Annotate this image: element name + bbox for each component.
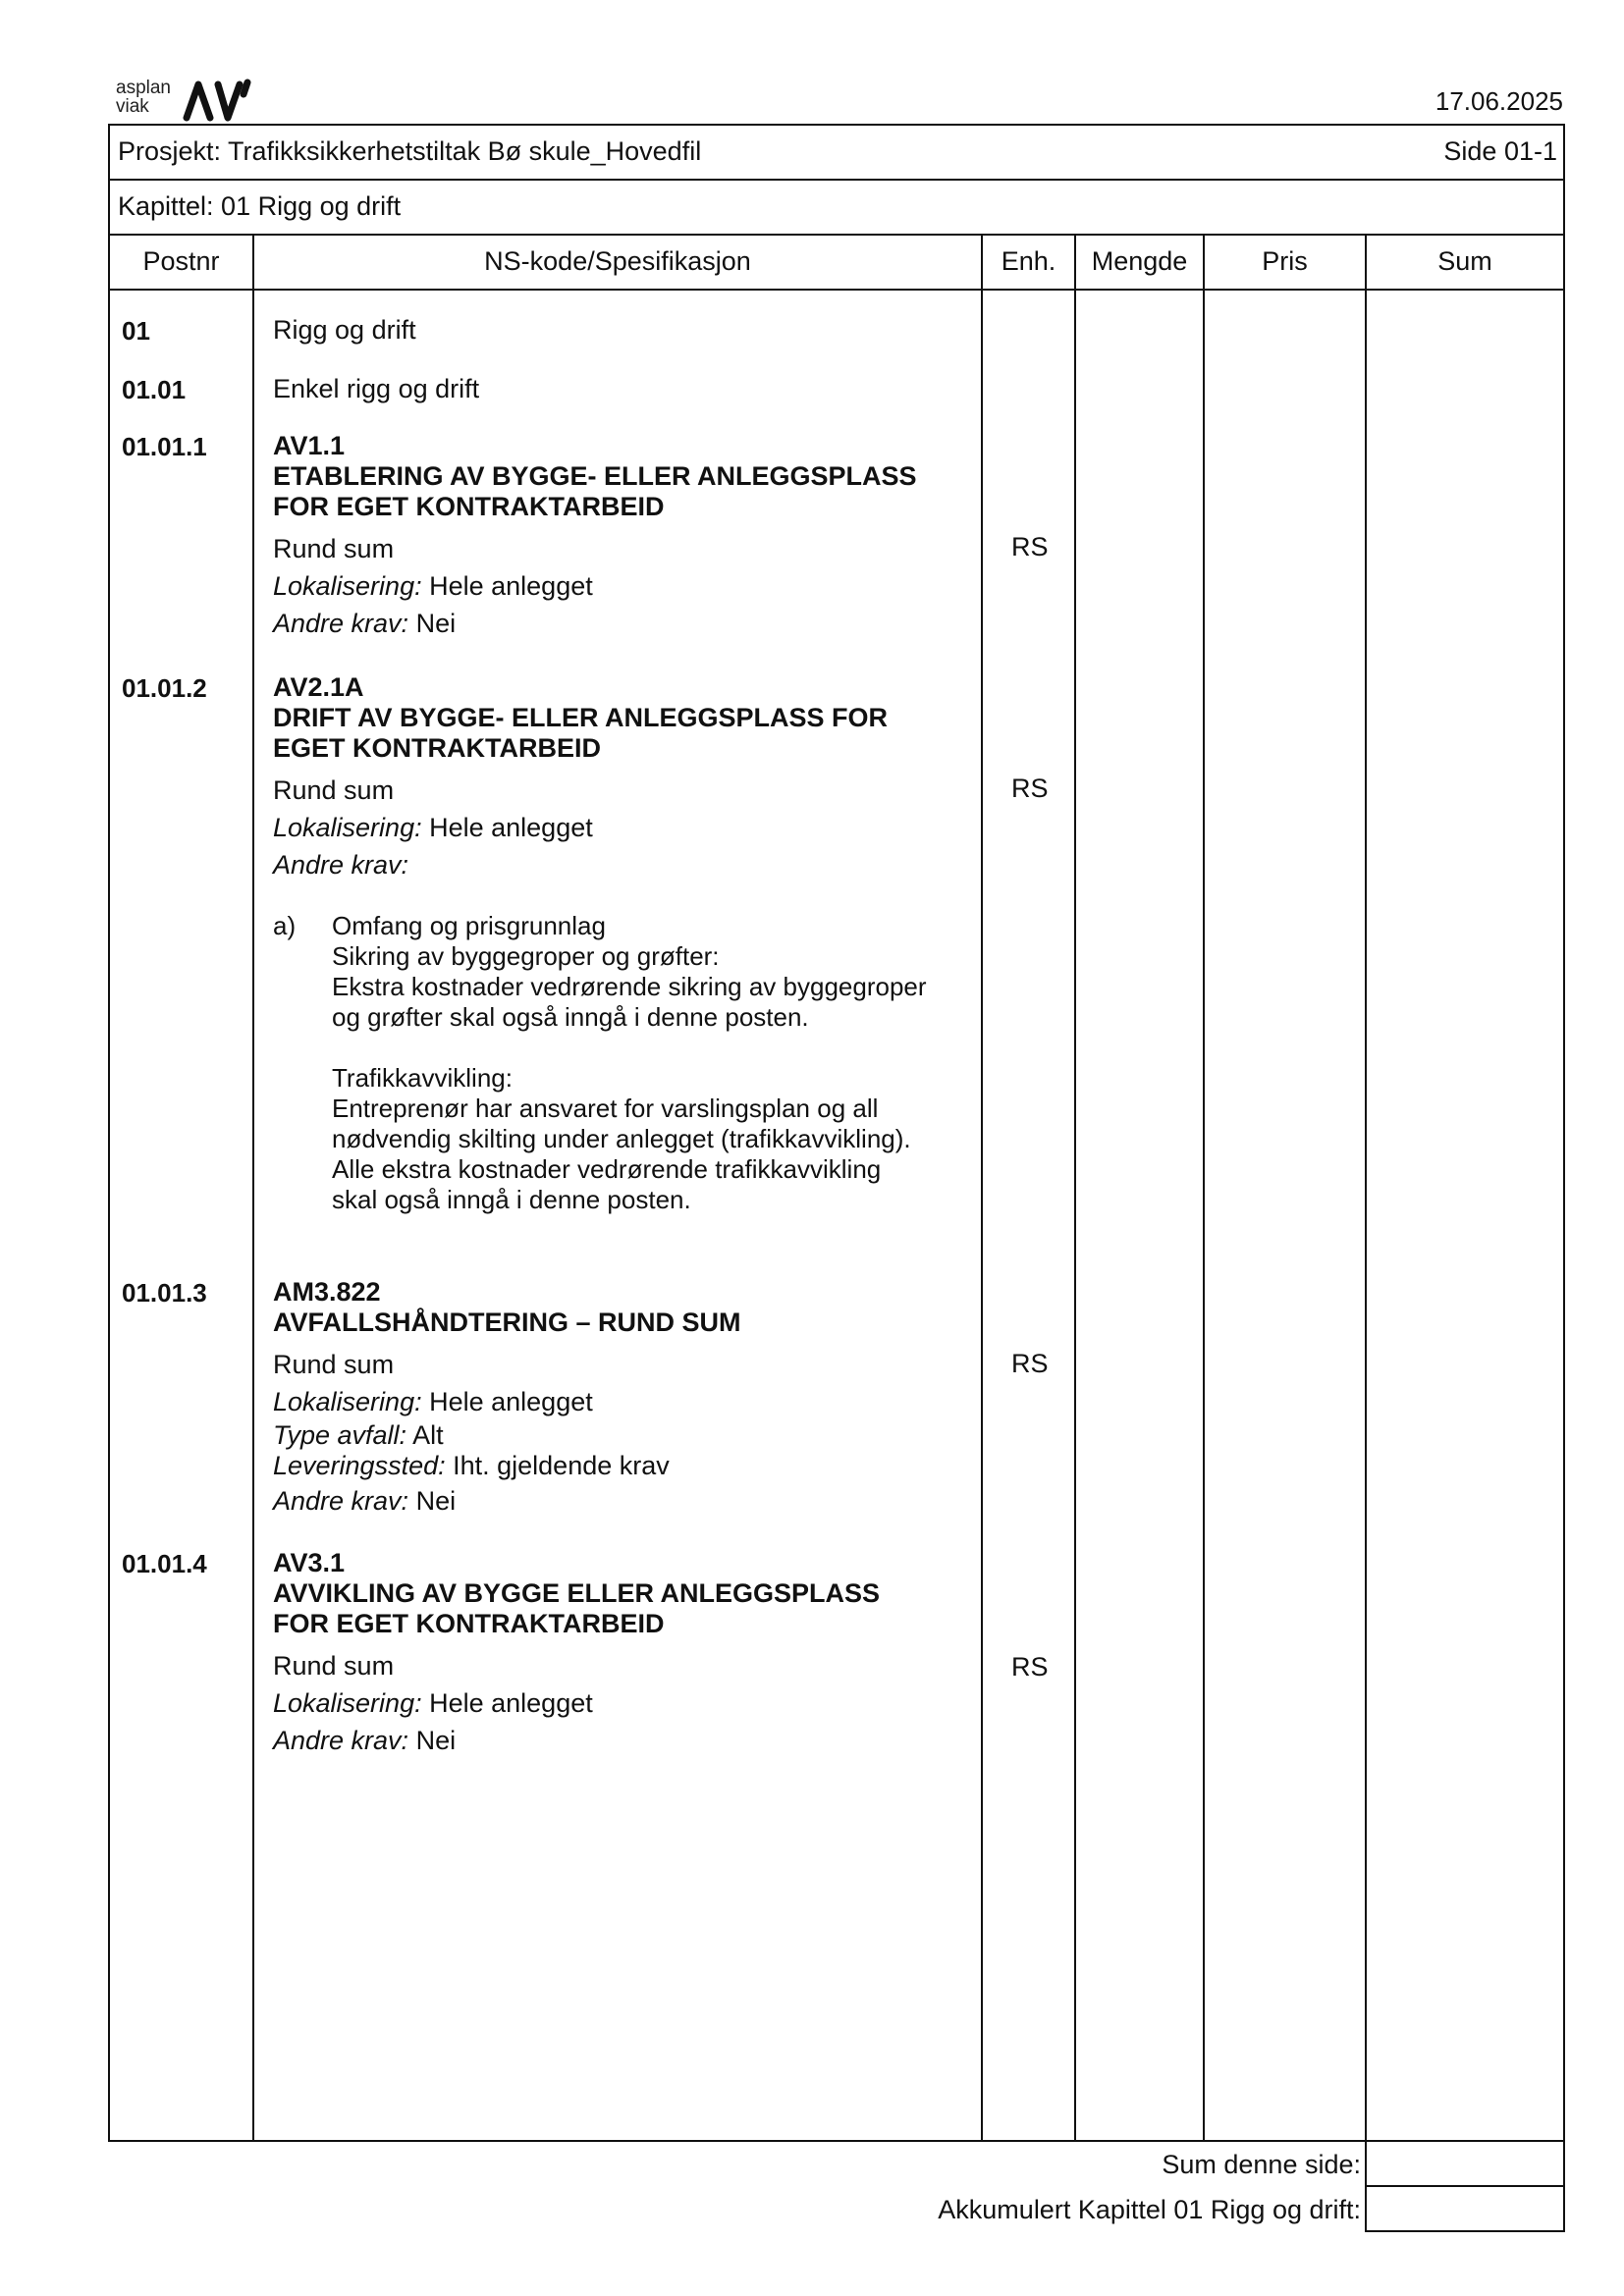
item-title-line-2: FOR EGET KONTRAKTARBEID (273, 1609, 665, 1638)
table-bottom-line (108, 2140, 1563, 2142)
col-divider-mengde (1203, 234, 1205, 2142)
spec-01-01-1 (273, 430, 980, 642)
project-divider (108, 179, 1563, 181)
postnr-01-01-1: 01.01.1 (122, 432, 207, 461)
postnr-01-01-4: 01.01.4 (122, 1549, 207, 1578)
rund-sum-label: Rund sum (273, 775, 395, 805)
unit-01-01-2: RS (1011, 774, 1049, 803)
item-title-line-1: AVFALLSHÅNDTERING – RUND SUM (273, 1308, 741, 1337)
item-a-line: nødvendig skilting under anlegget (trafikkavvikling). (332, 1124, 911, 1153)
item-a-line: Trafikkavvikling: (332, 1063, 513, 1093)
andre-krav-line (273, 605, 980, 642)
andre-krav-line (273, 1722, 980, 1759)
item-a-line: skal også inngå i denne posten. (332, 1185, 691, 1214)
item-letter-a: a) (273, 911, 297, 940)
spec-01-01: Enkel rigg og drift (273, 374, 480, 403)
lokalisering-label: Lokalisering: (273, 1688, 422, 1718)
column-header-mengde: Mengde (1091, 246, 1188, 276)
postnr-01-01: 01.01 (122, 375, 187, 404)
rund-sum-label: Rund sum (273, 1350, 395, 1379)
item-title-line-1: ETABLERING AV BYGGE- ELLER ANLEGGSPLASS (273, 461, 917, 491)
column-header-postnr: Postnr (142, 246, 220, 276)
akkumulert-label: Akkumulert Kapittel 01 Rigg og drift: (938, 2195, 1361, 2224)
chapter-divider (108, 234, 1563, 236)
logo-line-1: asplan (116, 78, 171, 98)
lokalisering-value: Hele anlegget (421, 813, 593, 842)
unit-01-01-3: RS (1011, 1349, 1049, 1378)
column-header-enh: Enh. (1001, 246, 1056, 276)
lokalisering-label: Lokalisering: (273, 813, 422, 842)
andre-krav-value: Nei (408, 1726, 457, 1755)
item-title-line-2: FOR EGET KONTRAKTARBEID (273, 492, 665, 521)
item-title-line-1: DRIFT AV BYGGE- ELLER ANLEGGSPLASS FOR (273, 703, 889, 732)
item-a-text (332, 911, 990, 1215)
andre-krav-label: Andre krav: (273, 1726, 409, 1755)
leveringssted-line (273, 1451, 980, 1481)
spec-01-01-4 (273, 1547, 980, 1759)
lokalisering-value: Hele anlegget (421, 1688, 593, 1718)
frame-right-line (1563, 124, 1565, 2232)
lokalisering-line (273, 809, 980, 846)
item-a-line: Ekstra kostnader vedrørende sikring av byggegroper (332, 972, 927, 1001)
lokalisering-label: Lokalisering: (273, 571, 422, 601)
andre-krav-label: Andre krav: (273, 1486, 409, 1516)
item-a-line: Omfang og prisgrunnlag (332, 911, 606, 940)
col-divider-pris (1365, 234, 1367, 2232)
andre-krav-line (273, 846, 980, 883)
logo-text (116, 79, 171, 116)
column-header-spec: NS-kode/Spesifikasjon (484, 246, 751, 276)
lokalisering-label: Lokalisering: (273, 1387, 422, 1416)
akkumulert-box-bottom (1365, 2230, 1563, 2232)
project-label: Prosjekt: Trafikksikkerhetstiltak Bø skule_Hovedfil (118, 136, 702, 166)
lokalisering-line (273, 567, 980, 605)
column-header-pris: Pris (1262, 246, 1308, 276)
item-a-line: Alle ekstra kostnader vedrørende trafikkavvikling (332, 1154, 882, 1184)
spec-01-01-2 (273, 671, 980, 883)
andre-krav-value: Nei (408, 1486, 457, 1516)
andre-krav-line (273, 1481, 980, 1521)
lokalisering-line (273, 1684, 980, 1722)
chapter-label: Kapittel: 01 Rigg og drift (118, 191, 402, 221)
unit-01-01-4: RS (1011, 1652, 1049, 1682)
frame-top-line (108, 124, 1563, 126)
type-avfall-line (273, 1420, 980, 1451)
column-header-divider (108, 289, 1563, 291)
sum-side-box-bottom (1365, 2185, 1563, 2187)
item-title-line-1: AVVIKLING AV BYGGE ELLER ANLEGGSPLASS (273, 1578, 881, 1608)
col-divider-postnr (252, 234, 254, 2142)
andre-krav-label: Andre krav: (273, 850, 409, 880)
type-avfall-value: Alt (406, 1420, 444, 1450)
andre-krav-value: Nei (408, 609, 457, 638)
ns-code: AV1.1 (273, 431, 346, 460)
ns-code: AM3.822 (273, 1277, 381, 1307)
item-a-line: Sikring av byggegroper og grøfter: (332, 941, 720, 971)
unit-01-01-1: RS (1011, 532, 1049, 561)
item-a-line: og grøfter skal også inngå i denne posten. (332, 1002, 809, 1032)
lokalisering-value: Hele anlegget (421, 571, 593, 601)
type-avfall-label: Type avfall: (273, 1420, 407, 1450)
spec-01-01-3 (273, 1276, 980, 1521)
item-title-line-2: EGET KONTRAKTARBEID (273, 733, 601, 763)
leveringssted-value: Iht. gjeldende krav (445, 1451, 670, 1480)
leveringssted-label: Leveringssted: (273, 1451, 446, 1480)
rund-sum-label: Rund sum (273, 1651, 395, 1681)
logo-line-2: viak (116, 96, 149, 117)
spec-01: Rigg og drift (273, 315, 416, 345)
item-a-line (332, 1033, 990, 1063)
lokalisering-line (273, 1383, 980, 1420)
postnr-01-01-2: 01.01.2 (122, 673, 207, 703)
page-number: Side 01-1 (1443, 136, 1557, 166)
col-divider-enh (1074, 234, 1076, 2142)
postnr-01-01-3: 01.01.3 (122, 1278, 207, 1308)
item-a-line: Entreprenør har ansvaret for varslingsplan og all (332, 1094, 879, 1123)
asplan-viak-logo-icon (183, 79, 255, 122)
column-header-sum: Sum (1437, 246, 1492, 276)
document-date: 17.06.2025 (1435, 86, 1563, 116)
rund-sum-label: Rund sum (273, 534, 395, 563)
ns-code: AV2.1A (273, 672, 364, 702)
ns-code: AV3.1 (273, 1548, 346, 1577)
postnr-01: 01 (122, 316, 150, 346)
frame-left-line (108, 124, 110, 2142)
andre-krav-label: Andre krav: (273, 609, 409, 638)
sum-denne-side-label: Sum denne side: (1162, 2150, 1361, 2179)
lokalisering-value: Hele anlegget (421, 1387, 593, 1416)
